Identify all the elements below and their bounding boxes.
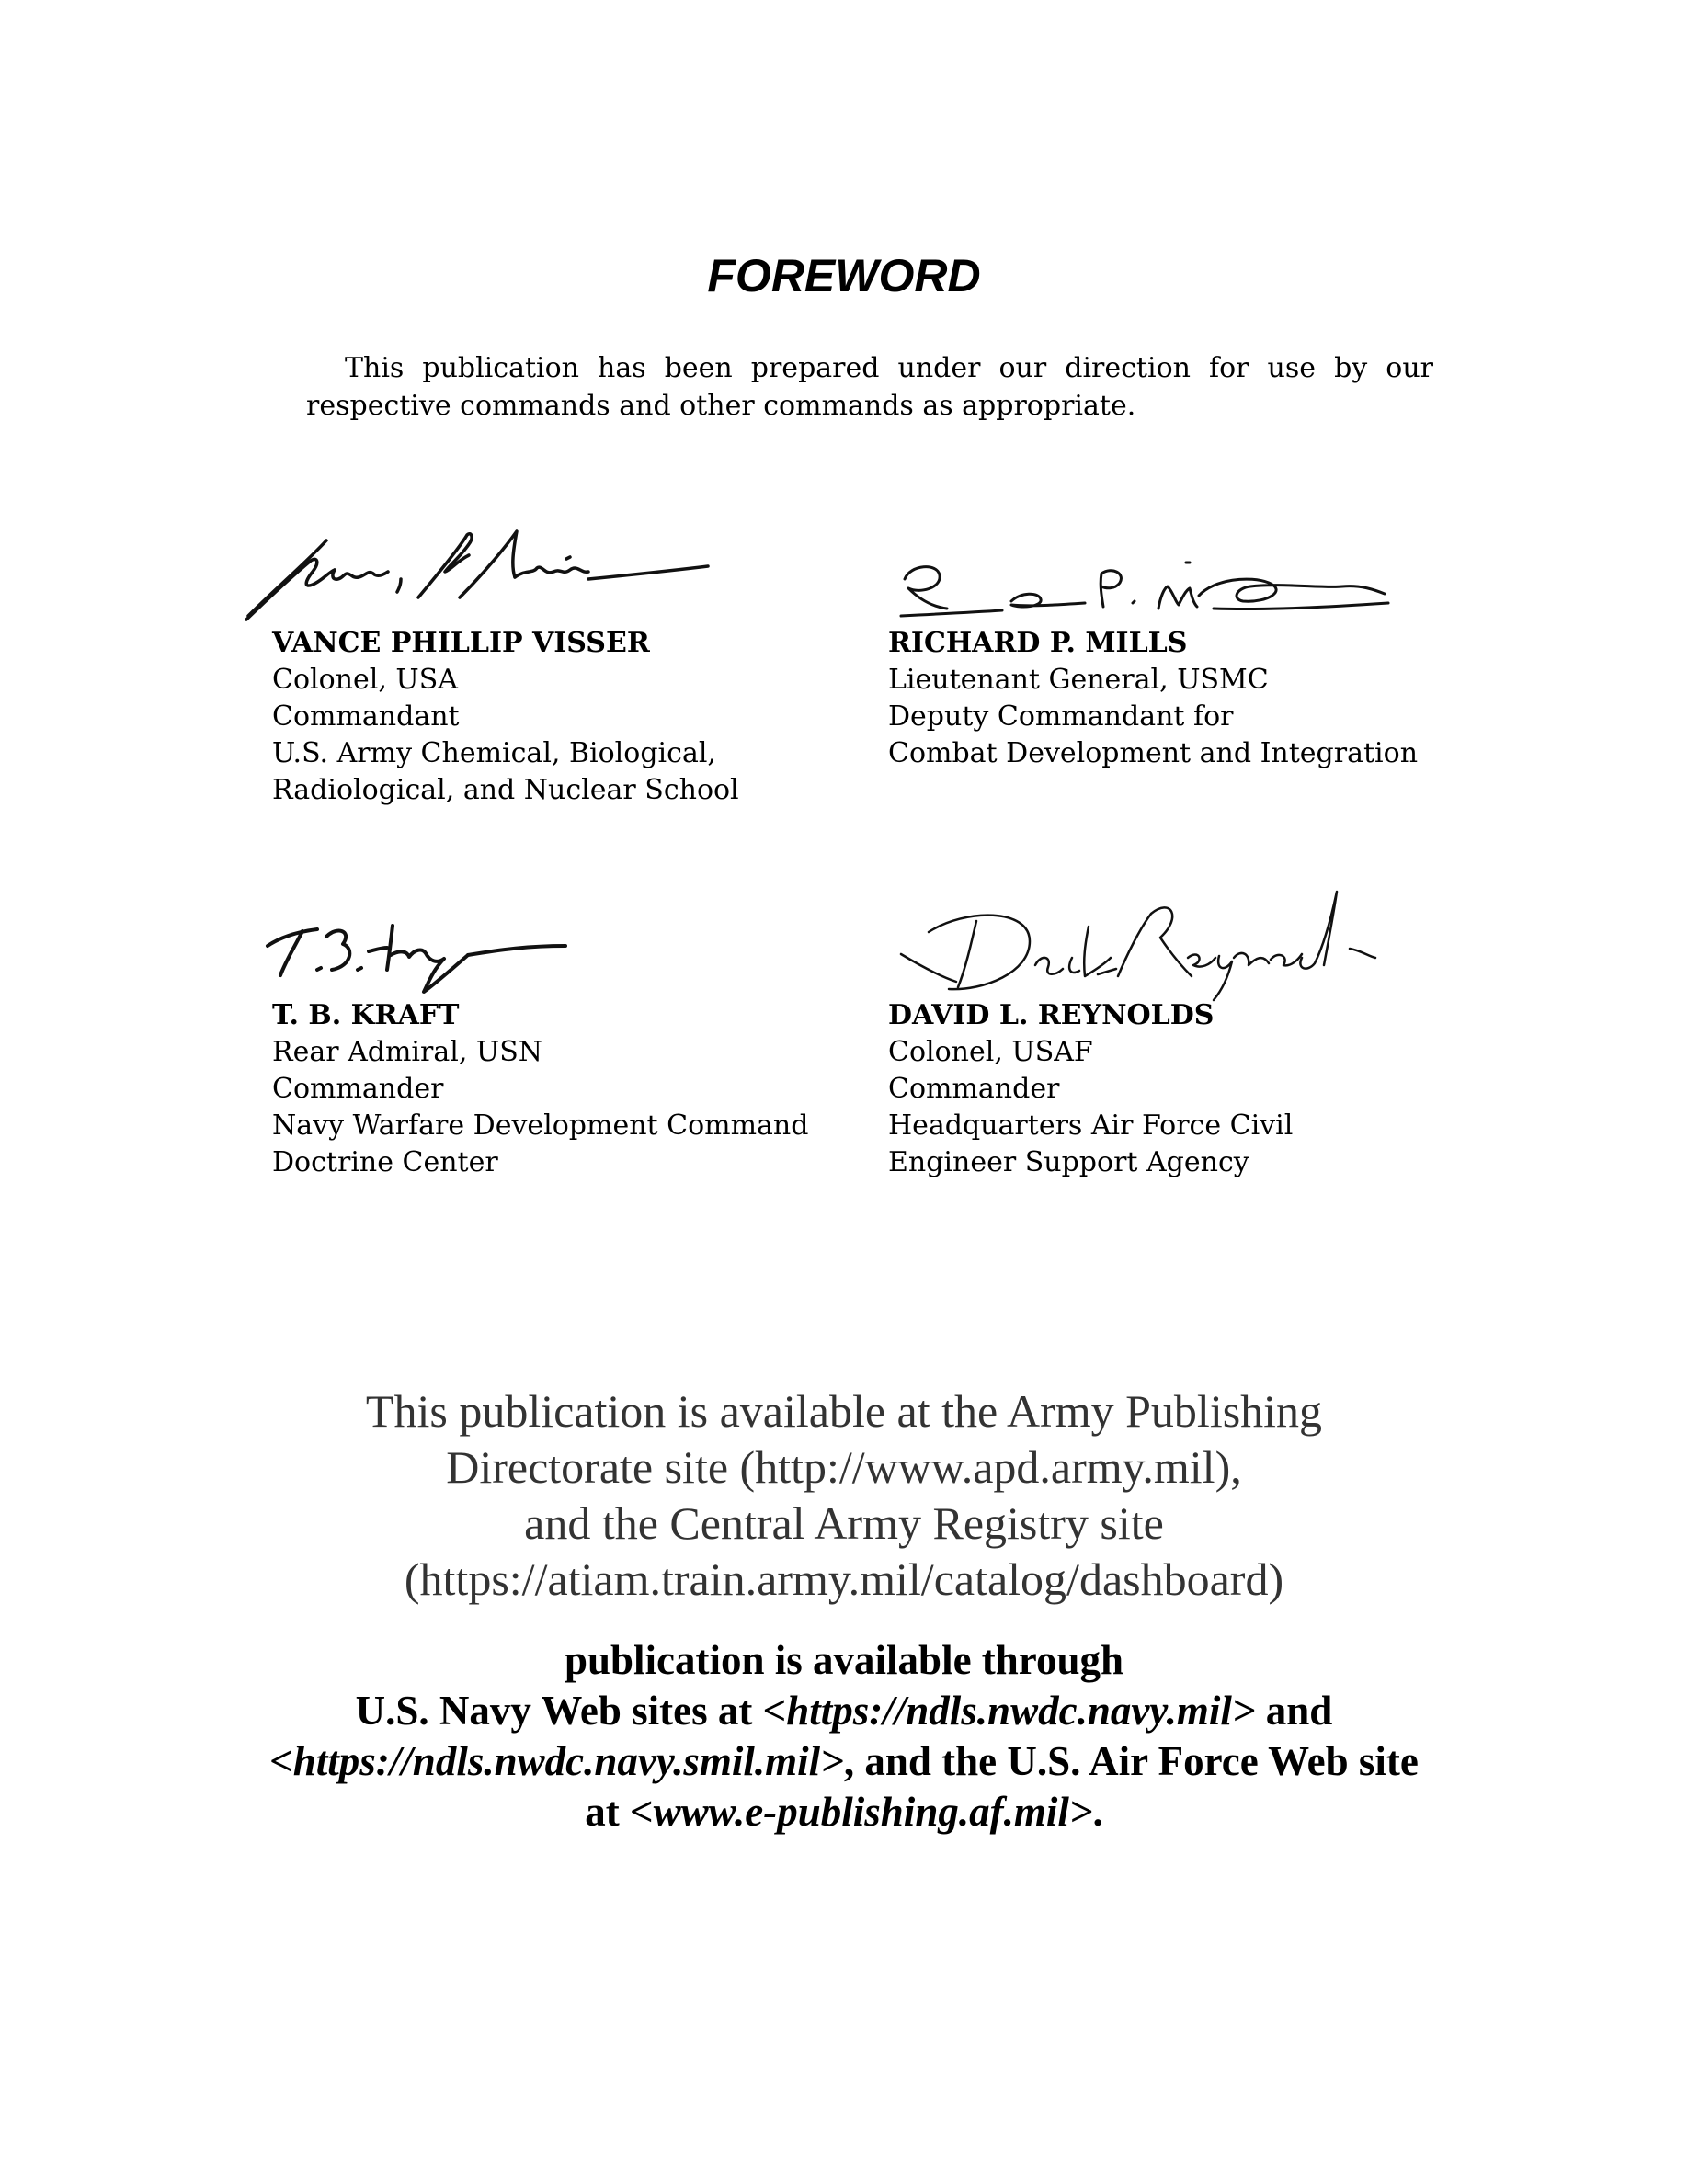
availability-line: (https://atiam.train.army.mil/catalog/dashboard) <box>404 1553 1284 1605</box>
signer-org-line: Headquarters Air Force Civil <box>888 1109 1294 1142</box>
signer-rank: Rear Admiral, USN <box>272 1036 542 1068</box>
signer-block-kraft <box>272 997 808 1181</box>
signer-rank: Colonel, USA <box>272 664 458 696</box>
signer-role: Deputy Commandant for <box>888 700 1234 733</box>
page-title: FOREWORD <box>707 250 981 301</box>
signer-org-line: Doctrine Center <box>272 1146 498 1178</box>
signer-org-line: Combat Development and Integration <box>888 737 1419 769</box>
signer-rank: Lieutenant General, USMC <box>888 664 1269 696</box>
signer-name: VANCE PHILLIP VISSER <box>272 627 650 659</box>
distribution-line <box>0 1686 1688 1736</box>
distribution-text: at <box>585 1789 631 1835</box>
distribution-line <box>0 1787 1688 1837</box>
availability-line: and the Central Army Registry site <box>524 1497 1164 1549</box>
signer-org-line: Navy Warfare Development Command <box>272 1109 809 1142</box>
signer-role: Commander <box>888 1073 1060 1105</box>
signature-mills <box>883 552 1397 634</box>
signer-block-visser <box>272 625 739 809</box>
distribution-text: U.S. Navy Web sites at <box>355 1688 763 1734</box>
distribution-text: . <box>1092 1789 1103 1835</box>
distribution-text: , and the U.S. Air Force Web site <box>843 1738 1419 1784</box>
signature-reynolds <box>892 881 1388 1009</box>
signer-org-line: Engineer Support Agency <box>888 1146 1249 1178</box>
signer-block-reynolds <box>888 997 1293 1181</box>
signer-role: Commandant <box>272 700 460 733</box>
distribution-line: publication is available through <box>564 1637 1124 1683</box>
signature-kraft <box>262 915 575 1007</box>
navy-smil-url-link[interactable]: <https://ndls.nwdc.navy.smil.mil> <box>269 1738 844 1784</box>
signer-org-line: U.S. Army Chemical, Biological, <box>272 737 716 769</box>
signer-org-line: Radiological, and Nuclear School <box>272 774 739 806</box>
availability-line: This publication is available at the Army Publishing <box>365 1385 1323 1437</box>
signature-visser <box>221 524 736 634</box>
signer-name: T. B. KRAFT <box>272 999 460 1031</box>
distribution-line <box>0 1736 1688 1787</box>
signer-role: Commander <box>272 1073 444 1105</box>
navy-url-link[interactable]: <https://ndls.nwdc.navy.mil> <box>762 1688 1256 1734</box>
signer-block-mills <box>888 625 1418 772</box>
intro-paragraph: This publication has been prepared under our direction for use by our respective commands and other commands as appropriate. <box>306 352 1433 422</box>
signer-name: RICHARD P. MILLS <box>888 627 1188 659</box>
availability-line: Directorate site (http://www.apd.army.mil), <box>446 1441 1242 1493</box>
signer-rank: Colonel, USAF <box>888 1036 1093 1068</box>
distribution-text: and <box>1255 1688 1333 1734</box>
army-availability-notice <box>0 1383 1688 1608</box>
air-force-url-link[interactable]: <www.e-publishing.af.mil> <box>630 1789 1093 1835</box>
signer-name: DAVID L. REYNOLDS <box>888 999 1215 1031</box>
distribution-notice <box>0 1635 1688 1837</box>
